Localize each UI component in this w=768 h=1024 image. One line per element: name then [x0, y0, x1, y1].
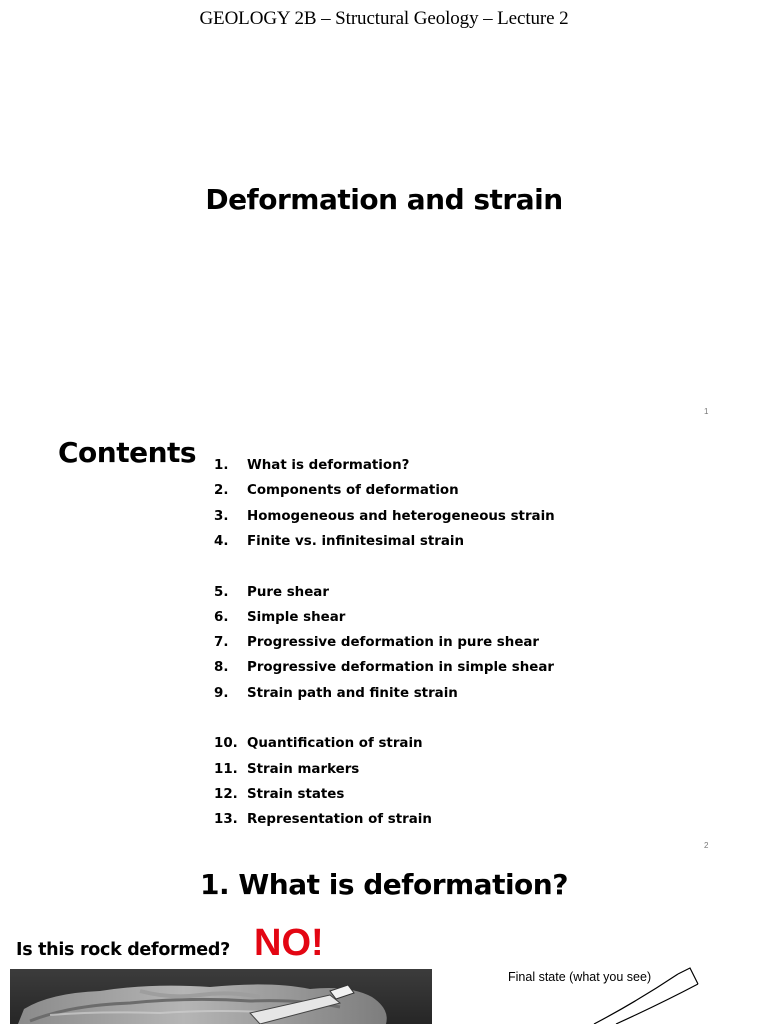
contents-item-label: Strain states [247, 786, 345, 802]
contents-item-number: 1. [214, 458, 229, 473]
contents-item-label: Pure shear [247, 584, 329, 600]
contents-item-label: Progressive deformation in simple shear [247, 660, 555, 676]
contents-item-label: Representation of strain [247, 812, 432, 828]
contents-item-label: Homogeneous and heterogeneous strain [247, 508, 555, 524]
contents-item-label: Strain markers [247, 761, 360, 777]
document-header: GEOLOGY 2B – Structural Geology – Lecture 2 [199, 8, 569, 29]
page-number-1: 1 [704, 407, 709, 416]
contents-item-number: 4. [214, 533, 229, 549]
contents-item-number: 9. [214, 685, 229, 701]
contents-item-number: 11. [214, 761, 238, 777]
contents-item-number: 2. [214, 483, 229, 499]
contents-item-number: 12. [214, 786, 238, 802]
contents-item-label: Progressive deformation in pure shear [247, 635, 540, 651]
final-state-label: Final state (what you see) [508, 970, 652, 984]
slide-title-what-is-deformation: 1. What is deformation? [200, 868, 568, 901]
contents-item-number: 5. [214, 584, 229, 600]
contents-item-number: 8. [214, 660, 229, 676]
contents-heading: Contents [58, 436, 197, 469]
contents-item-number: 7. [214, 635, 229, 651]
contents-item-label: Finite vs. infinitesimal strain [247, 533, 465, 549]
contents-item-number: 6. [214, 609, 229, 625]
contents-item-label: What is deformation? [247, 458, 410, 473]
contents-item-label: Components of deformation [247, 483, 459, 499]
question-text: Is this rock deformed? [16, 940, 230, 960]
contents-item-label: Quantification of strain [247, 736, 423, 752]
answer-text: NO! [254, 922, 324, 964]
page-number-2: 2 [704, 841, 709, 850]
rock-photo [10, 969, 432, 1024]
contents-item-number: 10. [214, 736, 238, 752]
contents-item-number: 13. [214, 812, 238, 828]
contents-item-number: 3. [214, 508, 229, 524]
slide-title-deformation-and-strain: Deformation and strain [205, 183, 563, 216]
contents-item-label: Simple shear [247, 609, 346, 625]
contents-item-label: Strain path and finite strain [247, 685, 458, 701]
deformed-marker-sketch [580, 966, 700, 1024]
